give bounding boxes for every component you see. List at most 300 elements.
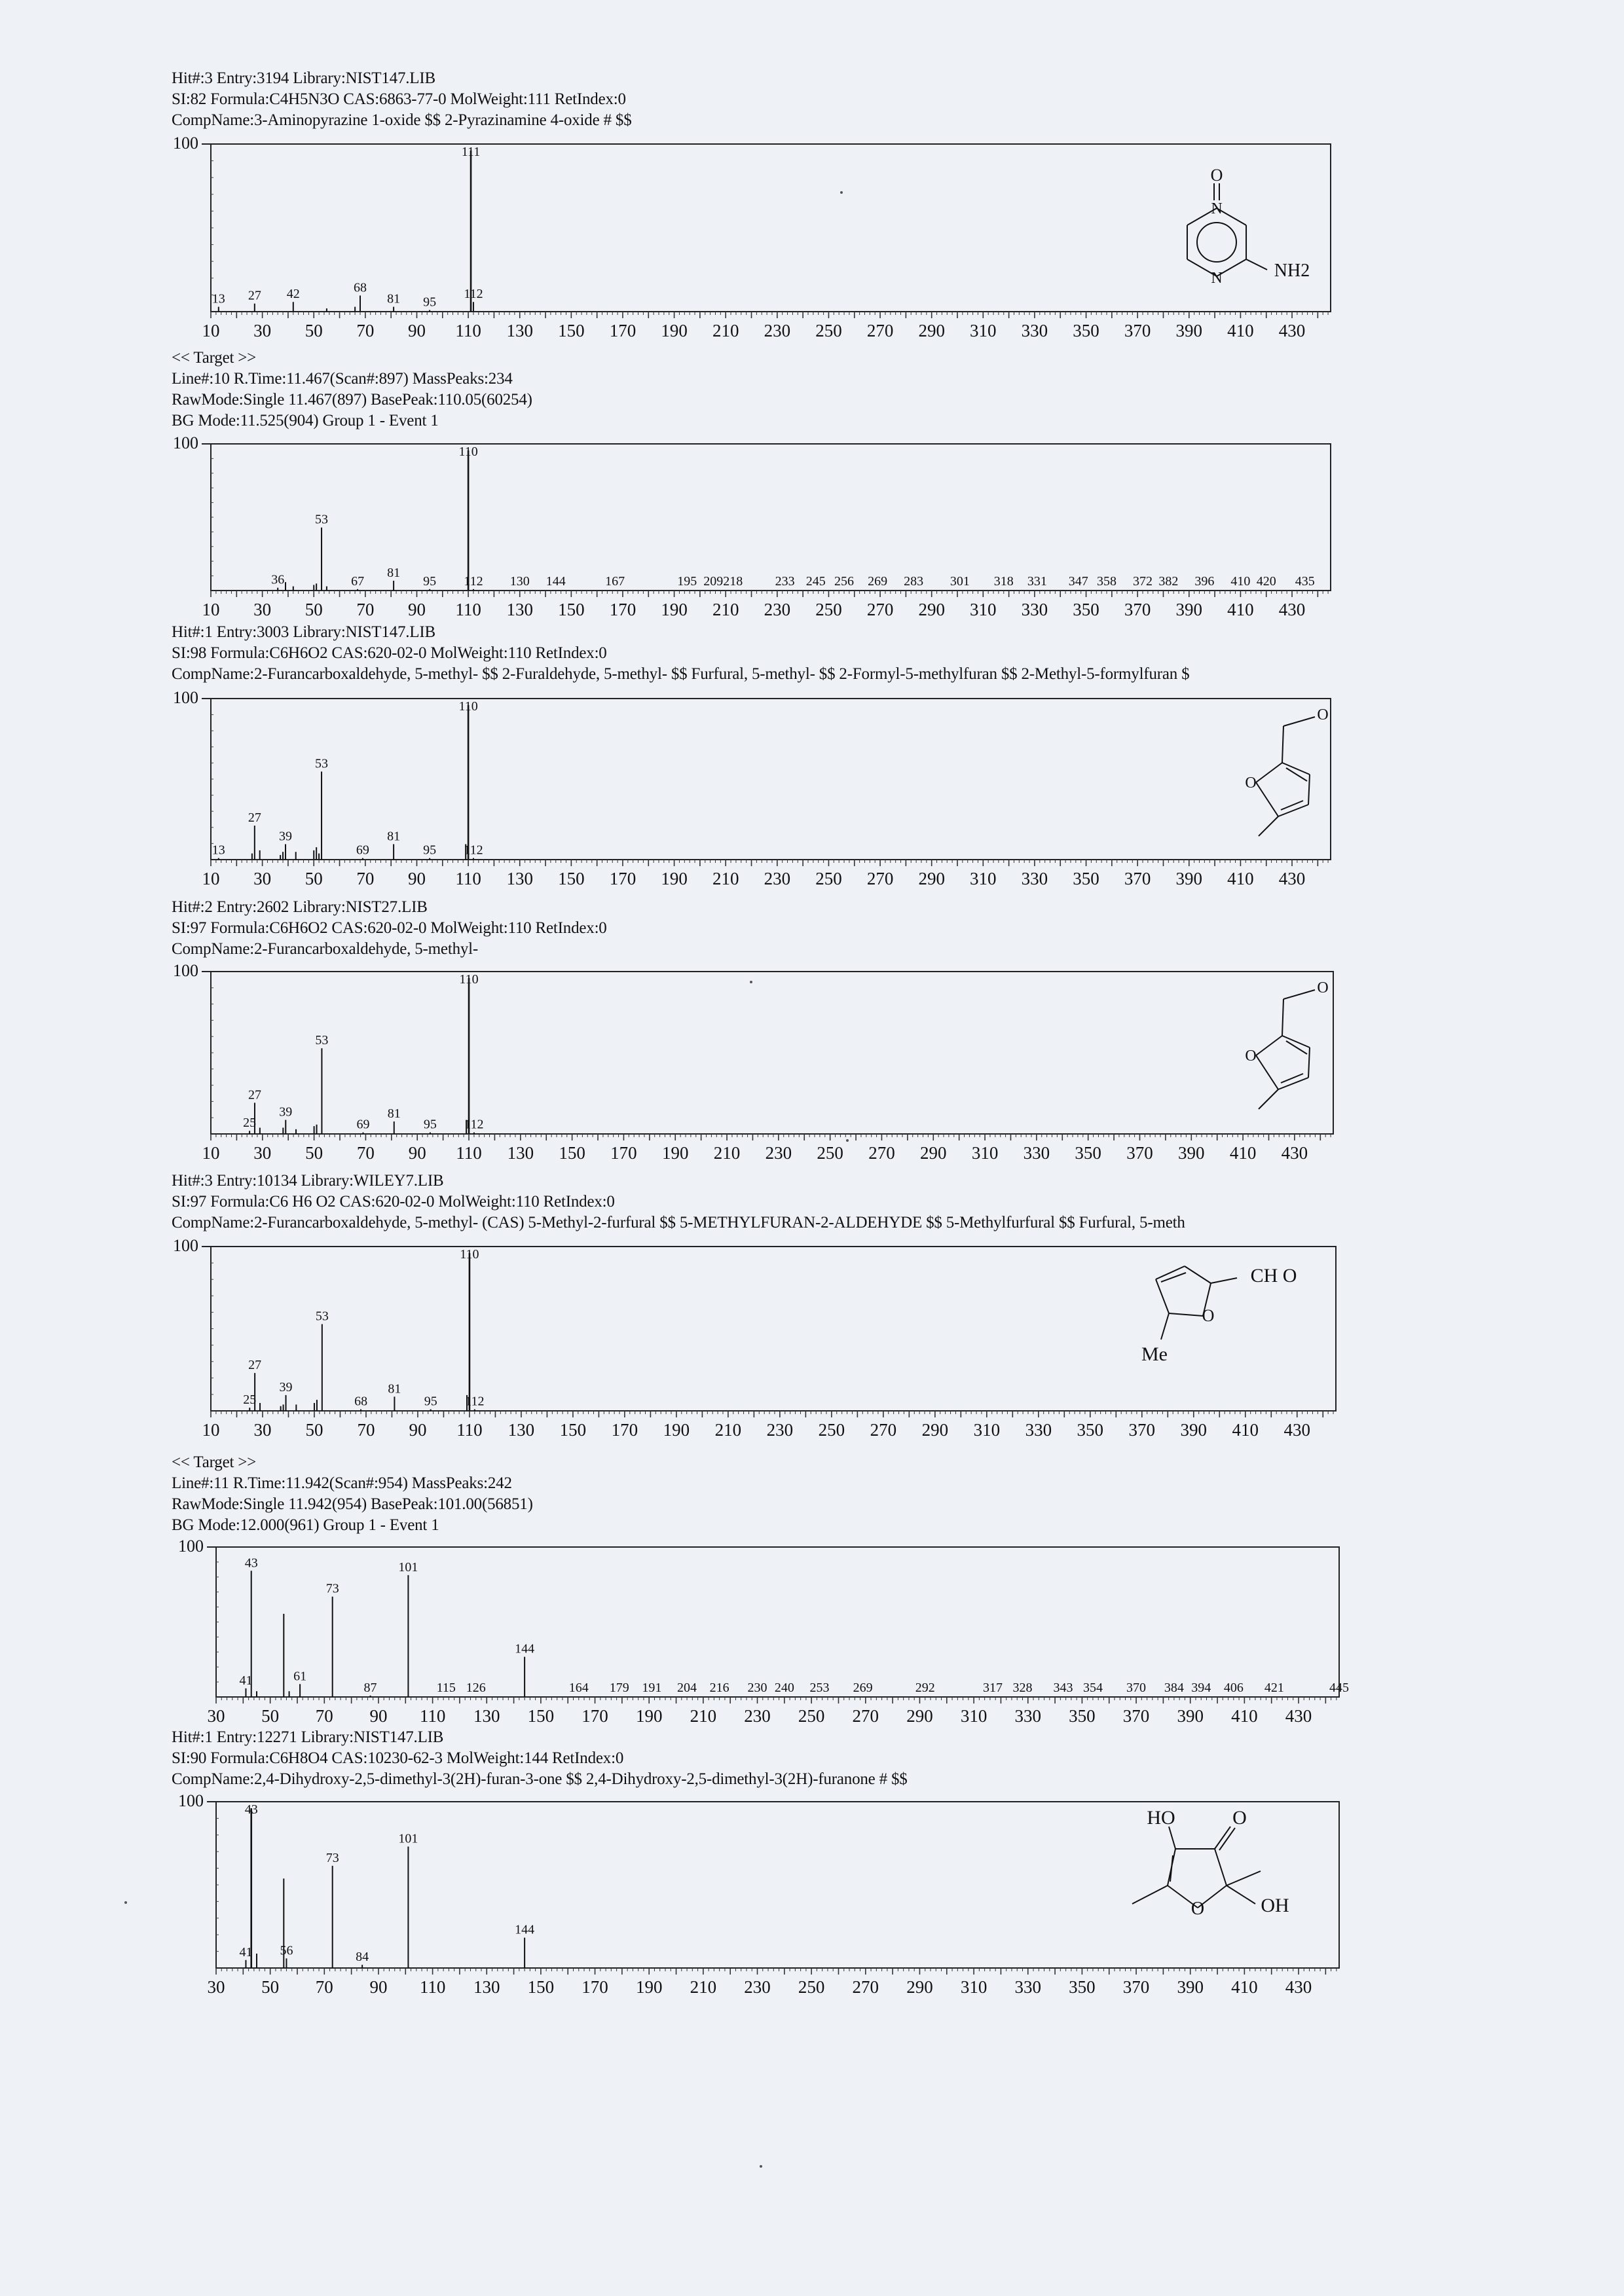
x-tick-label: 290: [906, 1977, 933, 1997]
peak-label: 95: [423, 295, 437, 310]
structure-atom-label: O: [1245, 774, 1257, 792]
structure-atom-label: CH O: [1250, 1265, 1297, 1286]
peak-label: 318: [993, 574, 1014, 589]
x-tick-label: 370: [1124, 869, 1151, 888]
x-tick-label: 150: [558, 321, 585, 340]
x-tick-label: 10: [202, 321, 220, 340]
peak-label: 406: [1223, 1681, 1244, 1695]
peak-label: 292: [915, 1681, 935, 1695]
y-axis-max-label: 100: [173, 134, 198, 153]
peak-label: 56: [280, 1943, 293, 1958]
x-tick-label: 50: [304, 321, 323, 340]
x-tick-label: 210: [690, 1977, 717, 1997]
structure-atom-label: O: [1232, 1807, 1247, 1829]
peak-label: 111: [461, 145, 481, 159]
x-tick-label: 350: [1069, 1977, 1096, 1997]
peak-label: 445: [1329, 1681, 1349, 1695]
peak-label: 112: [464, 1117, 484, 1132]
bond: [1227, 1871, 1261, 1886]
structure-atom-label: O: [1317, 979, 1329, 996]
x-tick-label: 330: [1021, 600, 1048, 619]
peak-label: 164: [568, 1681, 589, 1695]
peak-label: 53: [315, 512, 329, 527]
bond: [1227, 1886, 1255, 1904]
x-tick-label: 210: [712, 869, 739, 888]
x-tick-label: 390: [1177, 1706, 1204, 1726]
peak-label: 73: [325, 1850, 339, 1865]
x-tick-label: 10: [202, 600, 220, 619]
header-info-line: RawMode:Single 11.467(897) BasePeak:110.05(60254): [172, 391, 532, 409]
x-tick-label: 430: [1285, 1977, 1312, 1997]
header-info-line: Line#:10 R.Time:11.467(Scan#:897) MassPeaks:234: [172, 370, 513, 388]
x-tick-label: 270: [852, 1706, 879, 1726]
x-tick-label: 110: [419, 1977, 446, 1997]
x-tick-label: 90: [369, 1977, 388, 1997]
peak-label: 81: [387, 829, 401, 844]
x-tick-label: 250: [798, 1706, 825, 1726]
structure-atom-label: HO: [1147, 1807, 1175, 1829]
x-tick-label: 250: [815, 869, 842, 888]
peak-label: 384: [1164, 1681, 1184, 1695]
x-tick-label: 270: [866, 321, 894, 340]
x-tick-label: 270: [868, 1143, 895, 1163]
peak-label: 191: [642, 1681, 662, 1695]
header-info-line: SI:82 Formula:C4H5N3O CAS:6863-77-0 MolWeight:111 RetIndex:0: [172, 90, 626, 108]
x-tick-label: 30: [253, 321, 272, 340]
peak-label: 68: [354, 1394, 368, 1409]
x-tick-label: 230: [764, 321, 791, 340]
header-info-line: SI:97 Formula:C6 H6 O2 CAS:620-02-0 MolWeight:110 RetIndex:0: [172, 1193, 615, 1211]
peak-label: 27: [248, 811, 261, 826]
peak-label: 110: [460, 1247, 479, 1262]
x-tick-label: 250: [815, 321, 842, 340]
x-tick-label: 10: [202, 1143, 220, 1163]
peak-label: 41: [239, 1673, 253, 1688]
x-tick-label: 110: [455, 869, 481, 888]
x-tick-label: 30: [253, 600, 272, 619]
peak-label: 73: [325, 1581, 339, 1596]
x-tick-label: 230: [766, 1420, 794, 1440]
peak-label: 110: [458, 699, 478, 714]
x-tick-label: 390: [1178, 1143, 1205, 1163]
x-tick-label: 350: [1075, 1143, 1101, 1163]
peak-label: 39: [279, 829, 292, 844]
x-tick-label: 130: [507, 1420, 535, 1440]
bond: [1169, 1827, 1175, 1849]
x-tick-label: 430: [1278, 869, 1306, 888]
x-tick-label: 170: [581, 1977, 608, 1997]
header-title-line: Hit#:1 Entry:12271 Library:NIST147.LIB: [172, 1728, 444, 1746]
header-info-line: SI:97 Formula:C6H6O2 CAS:620-02-0 MolWeight:110 RetIndex:0: [172, 919, 607, 937]
x-tick-label: 330: [1021, 321, 1048, 340]
x-tick-label: 50: [305, 1420, 323, 1440]
x-tick-label: 230: [764, 600, 791, 619]
peak-label: 115: [436, 1681, 456, 1695]
peak-label: 39: [279, 1379, 293, 1394]
x-tick-label: 10: [202, 869, 220, 888]
peak-label: 126: [466, 1681, 486, 1695]
y-axis-max-label: 100: [173, 961, 198, 980]
peak-label: 421: [1264, 1681, 1284, 1695]
x-tick-label: 30: [207, 1977, 225, 1997]
x-tick-label: 110: [456, 1143, 482, 1163]
x-tick-label: 250: [815, 600, 842, 619]
header-title-line: Hit#:3 Entry:3194 Library:NIST147.LIB: [172, 69, 435, 87]
x-tick-label: 210: [713, 1143, 741, 1163]
x-tick-label: 190: [661, 869, 688, 888]
x-tick-label: 370: [1128, 1420, 1156, 1440]
x-tick-label: 170: [581, 1706, 608, 1726]
x-tick-label: 250: [818, 1420, 845, 1440]
peak-label: 95: [423, 843, 437, 858]
peak-label: 87: [363, 1680, 377, 1695]
x-tick-label: 410: [1227, 321, 1254, 340]
peak-label: 84: [356, 1950, 369, 1965]
peak-label: 13: [212, 843, 225, 858]
x-tick-label: 50: [304, 600, 323, 619]
peak-label: 240: [774, 1681, 794, 1695]
peak-label: 358: [1097, 574, 1116, 589]
x-tick-label: 390: [1177, 1977, 1204, 1997]
x-tick-label: 190: [635, 1977, 663, 1997]
x-tick-label: 130: [506, 600, 533, 619]
x-tick-label: 150: [559, 1420, 587, 1440]
x-tick-label: 230: [765, 1143, 792, 1163]
y-axis-max-label: 100: [178, 1791, 204, 1810]
x-tick-label: 330: [1014, 1706, 1042, 1726]
x-tick-label: 270: [870, 1420, 897, 1440]
peak-label: 233: [775, 574, 795, 589]
header-info-line: SI:90 Formula:C6H8O4 CAS:10230-62-3 MolWeight:144 RetIndex:0: [172, 1749, 624, 1767]
peak-label: 382: [1158, 574, 1179, 589]
x-tick-label: 110: [455, 600, 481, 619]
y-axis-max-label: 100: [178, 1537, 204, 1556]
peak-label: 25: [243, 1116, 257, 1131]
x-tick-label: 110: [456, 1420, 483, 1440]
peak-label: 95: [423, 574, 437, 589]
peak-label: 81: [387, 1106, 401, 1121]
x-tick-label: 170: [610, 1143, 637, 1163]
x-tick-label: 130: [473, 1706, 500, 1726]
peak-label: 435: [1295, 574, 1315, 589]
peak-label: 69: [356, 843, 369, 858]
peak-label: 253: [809, 1681, 830, 1695]
peak-label: 230: [747, 1681, 767, 1695]
peak-label: 112: [464, 574, 483, 589]
x-tick-label: 330: [1021, 869, 1048, 888]
x-tick-label: 190: [661, 1143, 689, 1163]
x-tick-label: 230: [764, 869, 791, 888]
peak-label: 269: [868, 574, 888, 589]
x-tick-label: 50: [261, 1977, 280, 1997]
peak-label: 179: [609, 1681, 629, 1695]
x-tick-label: 150: [558, 600, 585, 619]
x-tick-label: 310: [960, 1977, 987, 1997]
peak-label: 43: [244, 1802, 258, 1817]
x-tick-label: 270: [852, 1977, 879, 1997]
x-tick-label: 410: [1227, 600, 1254, 619]
peak-label: 101: [398, 1559, 418, 1575]
peak-label: 101: [398, 1831, 418, 1846]
x-tick-label: 150: [559, 1143, 585, 1163]
peak-label: 283: [904, 574, 924, 589]
peak-label: 331: [1027, 574, 1047, 589]
x-tick-label: 30: [253, 1420, 272, 1440]
x-tick-label: 290: [918, 600, 945, 619]
scan-speck: [750, 981, 752, 983]
x-tick-label: 430: [1285, 1706, 1312, 1726]
x-tick-label: 70: [356, 1143, 375, 1163]
header-info-line: CompName:2-Furancarboxaldehyde, 5-methyl- (CAS) 5-Methyl-2-furfural $$ 5-METHYLFURAN-2-ALDEHYDE $$ 5-Methylfurfural $$ Furfural, 5-meth: [172, 1214, 1185, 1231]
structure-atom-label: O: [1245, 1048, 1257, 1065]
x-tick-label: 250: [798, 1977, 825, 1997]
peak-label: 167: [605, 574, 625, 589]
x-tick-label: 370: [1122, 1706, 1150, 1726]
x-tick-label: 190: [635, 1706, 663, 1726]
peak-label: 53: [315, 1033, 329, 1048]
x-tick-label: 370: [1122, 1977, 1150, 1997]
peak-label: 27: [248, 288, 261, 303]
bond: [1132, 1886, 1168, 1904]
structure-atom-label: Me: [1141, 1343, 1168, 1365]
structure-atom-label: NH2: [1274, 261, 1310, 281]
x-tick-label: 50: [304, 869, 323, 888]
x-tick-label: 330: [1023, 1143, 1050, 1163]
x-tick-label: 90: [408, 1143, 426, 1163]
peak-label: 53: [315, 1309, 329, 1324]
header-title-line: Hit#:2 Entry:2602 Library:NIST27.LIB: [172, 898, 428, 916]
x-tick-label: 50: [261, 1706, 280, 1726]
x-tick-label: 230: [744, 1977, 771, 1997]
peak-label: 41: [239, 1944, 253, 1959]
x-tick-label: 410: [1231, 1706, 1258, 1726]
scan-speck: [846, 1139, 849, 1142]
header-title-line: << Target >>: [172, 1453, 257, 1471]
x-tick-label: 370: [1124, 321, 1151, 340]
x-tick-label: 210: [714, 1420, 742, 1440]
x-tick-label: 390: [1180, 1420, 1208, 1440]
peak-label: 301: [950, 574, 970, 589]
peak-label: 27: [248, 1358, 262, 1373]
x-tick-label: 70: [356, 321, 375, 340]
peak-label: 27: [248, 1087, 261, 1102]
x-tick-label: 150: [527, 1706, 555, 1726]
x-tick-label: 210: [712, 600, 739, 619]
peak-label: 81: [387, 291, 401, 306]
x-tick-label: 50: [305, 1143, 323, 1163]
x-tick-label: 390: [1175, 321, 1203, 340]
x-tick-label: 290: [918, 869, 945, 888]
x-tick-label: 370: [1126, 1143, 1153, 1163]
peak-label: 394: [1191, 1681, 1211, 1695]
molecule-structure: [1132, 1807, 1289, 1919]
x-tick-label: 330: [1025, 1420, 1052, 1440]
x-tick-label: 430: [1278, 321, 1306, 340]
peak-label: 370: [1126, 1681, 1147, 1695]
y-axis-max-label: 100: [173, 1236, 198, 1255]
peak-label: 110: [458, 445, 478, 459]
x-tick-label: 290: [906, 1706, 933, 1726]
x-tick-label: 90: [407, 869, 426, 888]
x-tick-label: 350: [1073, 600, 1099, 619]
x-tick-label: 30: [253, 1143, 272, 1163]
x-tick-label: 230: [744, 1706, 771, 1726]
peak-label: 61: [293, 1669, 307, 1684]
x-tick-label: 430: [1281, 1143, 1308, 1163]
structure-atom-label: O: [1190, 1899, 1205, 1919]
x-tick-label: 410: [1227, 869, 1254, 888]
x-tick-label: 310: [971, 1143, 999, 1163]
x-tick-label: 90: [407, 600, 426, 619]
x-tick-label: 270: [866, 869, 894, 888]
x-tick-label: 170: [609, 600, 637, 619]
x-tick-label: 210: [690, 1706, 717, 1726]
x-tick-label: 30: [207, 1706, 225, 1726]
x-tick-label: 350: [1073, 321, 1099, 340]
header-info-line: CompName:2-Furancarboxaldehyde, 5-methyl- $$ 2-Furaldehyde, 5-methyl- $$ Furfural, 5-methyl- $$ 2-Formyl-5-methylfuran $$ 2-Methyl-5-formylfuran $: [172, 665, 1190, 683]
structure-atom-label: N: [1211, 270, 1223, 287]
x-tick-label: 70: [315, 1977, 333, 1997]
x-tick-label: 190: [663, 1420, 690, 1440]
x-tick-label: 410: [1229, 1143, 1257, 1163]
header-info-line: CompName:2-Furancarboxaldehyde, 5-methyl-: [172, 940, 479, 958]
scan-speck: [124, 1901, 127, 1904]
peak-label: 195: [677, 574, 697, 589]
y-axis-max-label: 100: [173, 433, 198, 452]
x-tick-label: 170: [609, 321, 637, 340]
peak-label: 209218: [703, 574, 743, 589]
scan-speck: [840, 191, 843, 194]
peak-label: 112: [464, 843, 483, 858]
peak-label: 112: [464, 287, 483, 302]
peak-label: 372: [1133, 574, 1153, 589]
x-tick-label: 290: [920, 1143, 947, 1163]
x-tick-label: 70: [357, 1420, 375, 1440]
x-tick-label: 190: [661, 321, 688, 340]
peak-label: 216: [709, 1681, 729, 1695]
x-tick-label: 290: [921, 1420, 949, 1440]
header-info-line: RawMode:Single 11.942(954) BasePeak:101.00(56851): [172, 1495, 533, 1513]
structure-atom-label: O: [1317, 706, 1329, 723]
header-title-line: Hit#:1 Entry:3003 Library:NIST147.LIB: [172, 623, 435, 641]
peak-label: 42: [286, 287, 300, 302]
x-tick-label: 430: [1278, 600, 1306, 619]
header-info-line: Line#:11 R.Time:11.942(Scan#:954) MassPeaks:242: [172, 1474, 512, 1492]
x-tick-label: 310: [970, 600, 997, 619]
peak-label: 81: [387, 566, 401, 581]
peak-label: 343: [1053, 1681, 1073, 1695]
x-tick-label: 10: [202, 1420, 220, 1440]
x-tick-label: 170: [611, 1420, 638, 1440]
x-tick-label: 90: [369, 1706, 388, 1726]
x-tick-label: 210: [712, 321, 739, 340]
x-tick-label: 410: [1232, 1420, 1259, 1440]
peak-label: 43: [244, 1556, 258, 1571]
scan-speck: [760, 2165, 762, 2168]
header-info-line: CompName:3-Aminopyrazine 1-oxide $$ 2-Pyrazinamine 4-oxide # $$: [172, 111, 632, 129]
header-info-line: SI:98 Formula:C6H6O2 CAS:620-02-0 MolWeight:110 RetIndex:0: [172, 644, 607, 662]
x-tick-label: 310: [960, 1706, 987, 1726]
x-tick-label: 430: [1283, 1420, 1311, 1440]
x-tick-label: 290: [918, 321, 945, 340]
peak-label: 110: [459, 972, 479, 987]
x-tick-label: 390: [1175, 600, 1203, 619]
x-tick-label: 130: [506, 869, 533, 888]
header-info-line: BG Mode:11.525(904) Group 1 - Event 1: [172, 412, 439, 429]
x-tick-label: 310: [973, 1420, 1001, 1440]
peak-label: 420: [1256, 574, 1276, 589]
x-tick-label: 350: [1073, 869, 1099, 888]
x-tick-label: 350: [1069, 1706, 1096, 1726]
header-title-line: Hit#:3 Entry:10134 Library:WILEY7.LIB: [172, 1172, 444, 1190]
peak-label: 328: [1012, 1681, 1033, 1695]
peak-label: 130: [509, 574, 530, 589]
x-tick-label: 270: [866, 600, 894, 619]
header-info-line: CompName:2,4-Dihydroxy-2,5-dimethyl-3(2H)-furan-3-one $$ 2,4-Dihydroxy-2,5-dimethyl-3(2H)-furanone # $$: [172, 1770, 908, 1788]
x-tick-label: 90: [407, 321, 426, 340]
structure-atom-label: OH: [1261, 1895, 1289, 1916]
x-tick-label: 370: [1124, 600, 1151, 619]
peak-label: 95: [423, 1117, 437, 1132]
peak-label: 256: [834, 574, 855, 589]
peak-label: 410: [1230, 574, 1251, 589]
peak-label: 112: [465, 1394, 485, 1409]
x-tick-label: 150: [527, 1977, 555, 1997]
peak-label: 53: [315, 756, 329, 771]
peak-label: 81: [388, 1381, 401, 1396]
x-tick-label: 410: [1231, 1977, 1258, 1997]
peak-label: 245: [805, 574, 826, 589]
x-tick-label: 350: [1077, 1420, 1104, 1440]
structure-atom-label: O: [1210, 166, 1223, 185]
x-tick-label: 70: [315, 1706, 333, 1726]
peak-label: 25: [243, 1393, 257, 1408]
peak-label: 144: [545, 574, 566, 589]
x-tick-label: 330: [1014, 1977, 1042, 1997]
x-tick-label: 130: [506, 321, 533, 340]
peak-label: 144: [515, 1641, 535, 1656]
peak-label: 69: [356, 1117, 370, 1132]
peak-label: 144: [515, 1922, 535, 1937]
peak-label: 396: [1194, 574, 1215, 589]
x-tick-label: 110: [419, 1706, 446, 1726]
structure-atom-label: N: [1211, 200, 1223, 217]
x-tick-label: 110: [455, 321, 481, 340]
header-title-line: << Target >>: [172, 349, 257, 367]
x-tick-label: 70: [356, 600, 375, 619]
x-tick-label: 390: [1175, 869, 1203, 888]
x-tick-label: 150: [558, 869, 585, 888]
y-axis-max-label: 100: [173, 688, 198, 707]
peak-label: 347: [1068, 574, 1088, 589]
x-tick-label: 250: [817, 1143, 843, 1163]
x-tick-label: 90: [409, 1420, 427, 1440]
x-tick-label: 310: [970, 869, 997, 888]
x-tick-label: 130: [507, 1143, 534, 1163]
header-info-line: BG Mode:12.000(961) Group 1 - Event 1: [172, 1516, 439, 1534]
peak-label: 39: [279, 1104, 293, 1120]
x-tick-label: 30: [253, 869, 272, 888]
peak-label: 204: [677, 1681, 697, 1695]
peak-label: 36: [271, 572, 285, 587]
x-tick-label: 190: [661, 600, 688, 619]
peak-label: 95: [424, 1394, 437, 1409]
peak-label: 68: [354, 280, 367, 295]
peak-label: 269: [853, 1681, 873, 1695]
x-tick-label: 170: [609, 869, 637, 888]
peak-label: 13: [212, 291, 225, 306]
x-tick-label: 130: [473, 1977, 500, 1997]
